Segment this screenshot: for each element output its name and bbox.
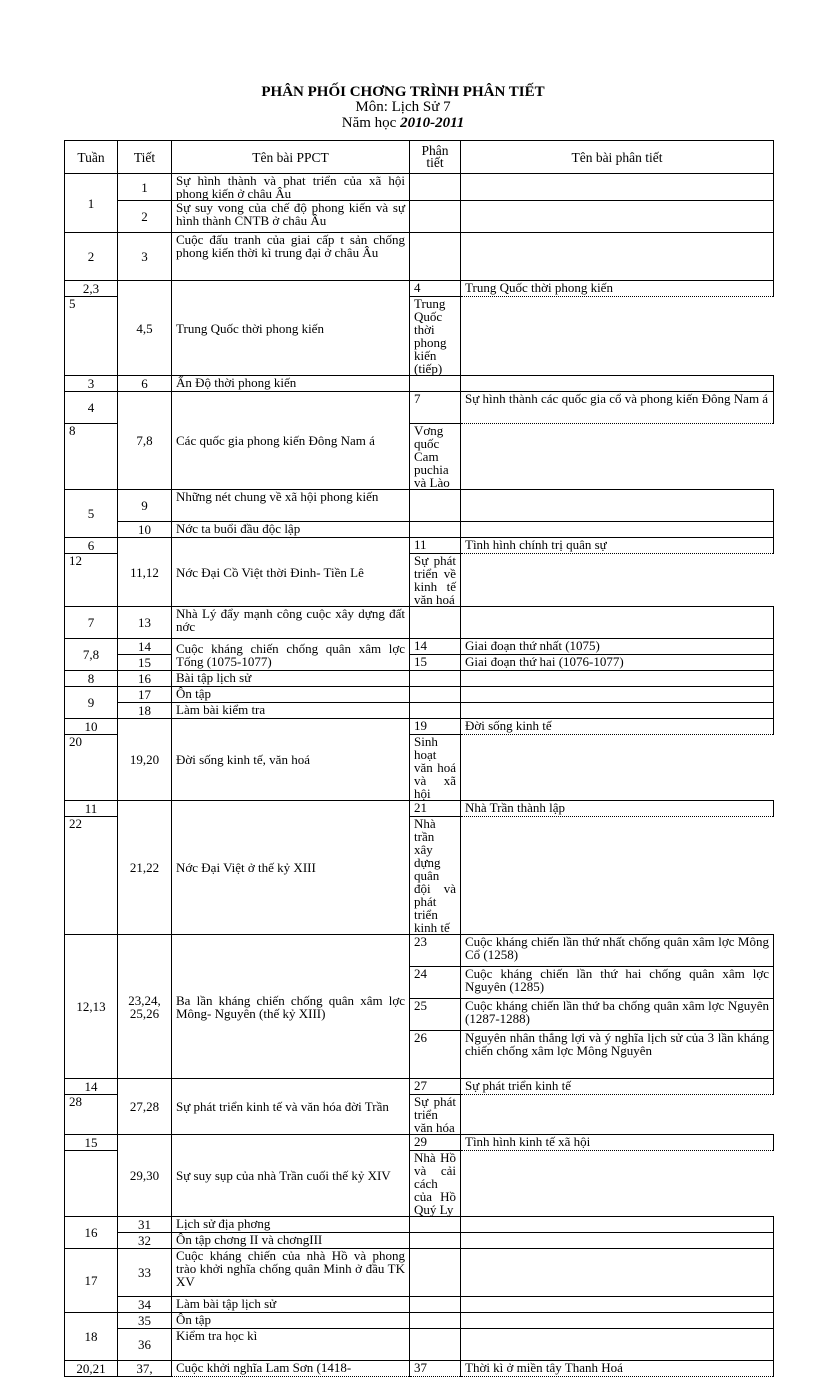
cell-phan-tiet: 37 <box>410 1361 461 1377</box>
cell-ten-bai-phan-tiet: Giai đoạn thứ hai (1076-1077) <box>461 655 774 671</box>
cell-tiet: 32 <box>118 1233 172 1249</box>
cell-phan-tiet <box>65 1151 118 1217</box>
cell-ten-bai-phan-tiet <box>461 490 774 522</box>
table-row <box>65 233 774 281</box>
cell-ten-bai-ppct: Làm bài tập lịch sử <box>172 1297 410 1313</box>
cell-ten-bai-phan-tiet: Nhà trần xây dựng quân đội và phát triển kinh tế <box>410 817 461 935</box>
cell-ten-bai-ppct: Ôn tập <box>172 687 410 703</box>
table-row <box>65 1079 774 1095</box>
cell-tiet: 15 <box>118 655 172 671</box>
cell-ten-bai-ppct: Trung Quốc thời phong kiến <box>172 281 410 376</box>
cell-phan-tiet <box>410 1297 461 1313</box>
cell-ten-bai-phan-tiet <box>461 671 774 687</box>
cell-ten-bai-phan-tiet <box>461 687 774 703</box>
cell-ten-bai-phan-tiet: Sự phát triển kinh tế <box>461 1079 774 1095</box>
col-header-tuan: Tuần <box>65 141 118 174</box>
cell-tiet: 13 <box>118 607 172 639</box>
cell-phan-tiet <box>410 1313 461 1329</box>
table-row <box>65 1313 774 1329</box>
cell-tiet: 7,8 <box>118 392 172 490</box>
table-row <box>65 1329 774 1361</box>
cell-ten-bai-ppct: Sự suy vong của chế độ phong kiến và sự hình thành CNTB ở châu Âu <box>172 201 410 233</box>
cell-ten-bai-ppct: Các quốc gia phong kiến Đông Nam á <box>172 392 410 490</box>
table-row <box>65 687 774 703</box>
cell-tiet: 31 <box>118 1217 172 1233</box>
cell-ten-bai-phan-tiet: Trung Quốc thời phong kiến (tiếp) <box>410 297 461 376</box>
document-year <box>0 115 816 131</box>
cell-tiet: 35 <box>118 1313 172 1329</box>
cell-ten-bai-phan-tiet: Sự phát triển về kinh tế văn hoá <box>410 554 461 607</box>
cell-tiet: 34 <box>118 1297 172 1313</box>
cell-phan-tiet: 12 <box>65 554 118 607</box>
cell-tuan: 1 <box>65 174 118 233</box>
table-row <box>65 490 774 522</box>
cell-tiet: 3 <box>118 233 172 281</box>
cell-ten-bai-phan-tiet: Nhà Trần thành lập <box>461 801 774 817</box>
cell-tuan: 2,3 <box>65 281 118 297</box>
cell-ten-bai-phan-tiet <box>461 376 774 392</box>
cell-ten-bai-ppct: Ba lần kháng chiến chống quân xâm lợc Mông- Nguyên (thế kỷ XIII) <box>172 935 410 1079</box>
cell-phan-tiet <box>410 376 461 392</box>
cell-ten-bai-phan-tiet: Cuộc kháng chiến lần thứ hai chống quân xâm lợc Nguyên (1285) <box>461 967 774 999</box>
cell-tuan: 18 <box>65 1313 118 1361</box>
cell-ten-bai-phan-tiet <box>461 1297 774 1313</box>
cell-phan-tiet <box>410 522 461 538</box>
cell-tiet: 36 <box>118 1329 172 1361</box>
cell-phan-tiet <box>410 174 461 201</box>
cell-phan-tiet: 14 <box>410 639 461 655</box>
cell-ten-bai-phan-tiet: Thời kì ở miền tây Thanh Hoá <box>461 1361 774 1377</box>
cell-tiet: 14 <box>118 639 172 655</box>
cell-ten-bai-phan-tiet: Trung Quốc thời phong kiến <box>461 281 774 297</box>
table-row <box>65 719 774 735</box>
cell-tuan: 16 <box>65 1217 118 1249</box>
cell-phan-tiet: 27 <box>410 1079 461 1095</box>
table-row <box>65 538 774 554</box>
table-row <box>65 1297 774 1313</box>
cell-phan-tiet: 19 <box>410 719 461 735</box>
cell-phan-tiet: 20 <box>65 735 118 801</box>
cell-ten-bai-ppct: Cuộc khởi nghĩa Lam Sơn (1418- <box>172 1361 410 1377</box>
cell-ten-bai-phan-tiet: Sự hình thành các quốc gia cổ và phong kiến Đông Nam á <box>461 392 774 424</box>
cell-phan-tiet <box>410 490 461 522</box>
cell-ten-bai-phan-tiet <box>461 1233 774 1249</box>
cell-tuan: 5 <box>65 490 118 538</box>
cell-ten-bai-phan-tiet: Giai đoạn thứ nhất (1075) <box>461 639 774 655</box>
cell-ten-bai-phan-tiet <box>461 1249 774 1297</box>
cell-phan-tiet: 26 <box>410 1031 461 1079</box>
cell-tiet: 21,22 <box>118 801 172 935</box>
cell-tiet: 29,30 <box>118 1135 172 1217</box>
cell-ten-bai-phan-tiet: Tình hình chính trị quân sự <box>461 538 774 554</box>
cell-ten-bai-phan-tiet: Cuộc kháng chiến lần thứ nhất chống quân xâm lợc Mông Cổ (1258) <box>461 935 774 967</box>
table-row <box>65 1135 774 1151</box>
cell-phan-tiet: 7 <box>410 392 461 424</box>
cell-ten-bai-ppct: Nớc ta buổi đầu độc lập <box>172 522 410 538</box>
cell-phan-tiet: 28 <box>65 1095 118 1135</box>
table-row <box>65 201 774 233</box>
cell-tiet: 4,5 <box>118 281 172 376</box>
cell-phan-tiet <box>410 703 461 719</box>
schedule-table <box>64 140 774 1377</box>
table-row <box>65 1361 774 1377</box>
table-header-row <box>65 141 774 174</box>
table-row <box>65 607 774 639</box>
cell-ten-bai-phan-tiet: Nguyên nhân thắng lợi và ý nghĩa lịch sử của 3 lần kháng chiến chống xâm lợc Mông Nguyên <box>461 1031 774 1079</box>
col-header-ppct: Tên bài PPCT <box>172 141 410 174</box>
cell-tiet: 9 <box>118 490 172 522</box>
cell-phan-tiet: 11 <box>410 538 461 554</box>
cell-tuan: 7 <box>65 607 118 639</box>
cell-ten-bai-phan-tiet: Tình hình kinh tế xã hội <box>461 1135 774 1151</box>
cell-ten-bai-phan-tiet <box>461 174 774 201</box>
cell-phan-tiet <box>410 687 461 703</box>
cell-tuan: 12,13 <box>65 935 118 1079</box>
cell-ten-bai-phan-tiet: Sinh hoạt văn hoá và xã hội <box>410 735 461 801</box>
document-title: PHÂN PHỐI CHƠNG TRÌNH PHÂN TIẾT <box>261 84 545 100</box>
cell-ten-bai-ppct: Cuộc kháng chiến của nhà Hồ và phong trào khởi nghĩa chống quân Minh ở đầu TK XV <box>172 1249 410 1297</box>
cell-ten-bai-phan-tiet: Cuộc kháng chiến lần thứ ba chống quân xâm lợc Nguyên (1287-1288) <box>461 999 774 1031</box>
cell-tiet: 17 <box>118 687 172 703</box>
table-row <box>65 1249 774 1297</box>
cell-tuan: 14 <box>65 1079 118 1095</box>
col-header-tiet: Tiết <box>118 141 172 174</box>
table-row <box>65 281 774 297</box>
cell-tuan: 11 <box>65 801 118 817</box>
cell-tuan: 4 <box>65 392 118 424</box>
cell-ten-bai-ppct: Lịch sử địa phơng <box>172 1217 410 1233</box>
cell-phan-tiet: 25 <box>410 999 461 1031</box>
table-row <box>65 935 774 967</box>
cell-tiet: 2 <box>118 201 172 233</box>
cell-phan-tiet: 15 <box>410 655 461 671</box>
cell-ten-bai-phan-tiet: Sự phát triển văn hóa <box>410 1095 461 1135</box>
cell-tuan: 15 <box>65 1135 118 1151</box>
cell-ten-bai-ppct: Nhà Lý đẩy mạnh công cuộc xây dựng đất nớc <box>172 607 410 639</box>
table-row <box>65 655 774 671</box>
cell-ten-bai-phan-tiet <box>461 607 774 639</box>
cell-phan-tiet: 4 <box>410 281 461 297</box>
cell-ten-bai-ppct: Những nét chung về xã hội phong kiến <box>172 490 410 522</box>
table-row <box>65 801 774 817</box>
cell-phan-tiet: 5 <box>65 297 118 376</box>
table-row <box>65 174 774 201</box>
col-header-phan-tiet: Phân tiết <box>410 141 461 174</box>
cell-tiet: 10 <box>118 522 172 538</box>
cell-phan-tiet <box>410 1233 461 1249</box>
cell-ten-bai-ppct: Đời sống kinh tế, văn hoá <box>172 719 410 801</box>
document-header <box>0 84 816 131</box>
cell-phan-tiet <box>410 233 461 281</box>
table-row <box>65 392 774 424</box>
table-row <box>65 1217 774 1233</box>
cell-phan-tiet <box>410 1329 461 1361</box>
cell-tuan: 9 <box>65 687 118 719</box>
cell-ten-bai-phan-tiet <box>461 233 774 281</box>
cell-phan-tiet <box>410 201 461 233</box>
cell-ten-bai-phan-tiet <box>461 1313 774 1329</box>
cell-phan-tiet: 21 <box>410 801 461 817</box>
cell-phan-tiet <box>410 1249 461 1297</box>
cell-tuan: 3 <box>65 376 118 392</box>
cell-ten-bai-ppct: Kiểm tra học kì <box>172 1329 410 1361</box>
document-subject: Môn: Lịch Sử 7 <box>355 99 451 115</box>
cell-tuan: 7,8 <box>65 639 118 671</box>
table-row <box>65 671 774 687</box>
cell-ten-bai-phan-tiet: Vơng quốc Cam puchia và Lào <box>410 424 461 490</box>
year-value: 2010-2011 <box>400 115 465 131</box>
cell-ten-bai-phan-tiet <box>461 1329 774 1361</box>
cell-ten-bai-phan-tiet <box>461 201 774 233</box>
cell-ten-bai-phan-tiet <box>461 522 774 538</box>
cell-tiet: 16 <box>118 671 172 687</box>
cell-ten-bai-ppct: Bài tập lịch sử <box>172 671 410 687</box>
cell-ten-bai-ppct: Ôn tập <box>172 1313 410 1329</box>
cell-ten-bai-phan-tiet: Nhà Hồ và cải cách của Hồ Quý Ly <box>410 1151 461 1217</box>
cell-tuan: 6 <box>65 538 118 554</box>
cell-ten-bai-ppct: Sự phát triển kinh tế và văn hóa đời Trần <box>172 1079 410 1135</box>
cell-ten-bai-ppct: Làm bài kiểm tra <box>172 703 410 719</box>
col-header-ten-bai-phan-tiet: Tên bài phân tiết <box>461 141 774 174</box>
cell-ten-bai-phan-tiet <box>461 1217 774 1233</box>
cell-ten-bai-ppct: Ấn Độ thời phong kiến <box>172 376 410 392</box>
cell-tiet: 23,24, 25,26 <box>118 935 172 1079</box>
cell-tuan: 10 <box>65 719 118 735</box>
year-label: Năm học <box>341 115 397 131</box>
cell-phan-tiet: 29 <box>410 1135 461 1151</box>
cell-tiet: 19,20 <box>118 719 172 801</box>
cell-ten-bai-ppct: Ôn tập chơng II và chơngIII <box>172 1233 410 1249</box>
table-row <box>65 376 774 392</box>
cell-ten-bai-ppct: Nớc Đại Việt ở thế kỷ XIII <box>172 801 410 935</box>
cell-phan-tiet: 24 <box>410 967 461 999</box>
cell-tuan: 8 <box>65 671 118 687</box>
cell-tiet: 1 <box>118 174 172 201</box>
cell-ten-bai-ppct: Nớc Đại Cồ Việt thời Đinh- Tiền Lê <box>172 538 410 607</box>
cell-phan-tiet: 22 <box>65 817 118 935</box>
cell-phan-tiet: 23 <box>410 935 461 967</box>
cell-ten-bai-phan-tiet: Đời sống kinh tế <box>461 719 774 735</box>
cell-ten-bai-ppct: Sự hình thành và phat triển của xã hội phong kiến ở châu Âu <box>172 174 410 201</box>
cell-tiet: 27,28 <box>118 1079 172 1135</box>
cell-tiet: 18 <box>118 703 172 719</box>
cell-phan-tiet <box>410 1217 461 1233</box>
table-row <box>65 522 774 538</box>
cell-ten-bai-ppct: Cuộc đấu tranh của giai cấp t sản chống phong kiến thời kì trung đại ở châu Âu <box>172 233 410 281</box>
cell-tuan: 20,21 <box>65 1361 118 1377</box>
cell-ten-bai-phan-tiet <box>461 703 774 719</box>
cell-tiet: 11,12 <box>118 538 172 607</box>
cell-tuan: 17 <box>65 1249 118 1313</box>
table-row <box>65 1233 774 1249</box>
cell-phan-tiet <box>410 607 461 639</box>
cell-tuan: 2 <box>65 233 118 281</box>
cell-phan-tiet: 8 <box>65 424 118 490</box>
cell-ten-bai-ppct: Cuộc kháng chiến chống quân xâm lợc Tống (1075-1077) <box>172 639 410 671</box>
table-row <box>65 703 774 719</box>
cell-ten-bai-ppct: Sự suy sụp của nhà Trần cuối thế kỷ XIV <box>172 1135 410 1217</box>
cell-tiet: 6 <box>118 376 172 392</box>
table-row <box>65 639 774 655</box>
cell-tiet: 37, <box>118 1361 172 1377</box>
cell-tiet: 33 <box>118 1249 172 1297</box>
cell-phan-tiet <box>410 671 461 687</box>
